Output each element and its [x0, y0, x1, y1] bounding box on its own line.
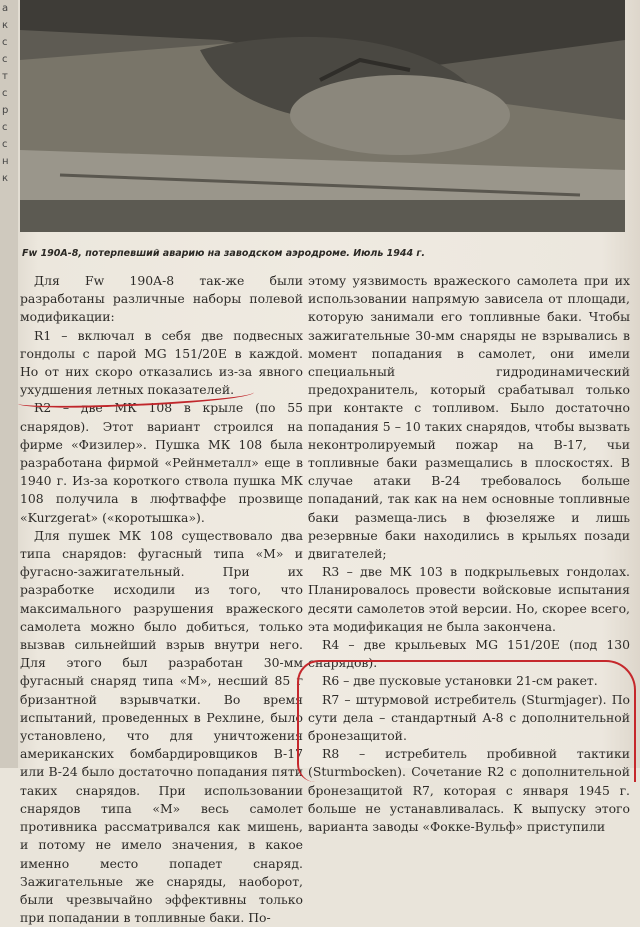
paragraph-r8: R8 – истребитель пробивной тактики (Sturmbocken). Сочетание R2 с дополнительной бронезащитой R7, которая с января 1945 г. больше не устанавливалась. К выпуску этого варианта заводы «Фокке-Вульф» приступили [308, 746, 630, 835]
edge-char: р [2, 105, 9, 116]
paragraph-r6: R6 – две пусковые установки 21-см ракет. [322, 673, 598, 689]
paragraph-continuation: этому уязвимость вражеского самолета при их использовании напрямую зависела от площади, которую занимали его топливные баки. Чтобы зажигательные 30-мм снаряды не взрывались в момент попадания в самолет, они имели специальный гидродинамический предохранитель, который срабатывал только при контакте с топливом. Было достаточно попадания 5 – 10 таких снарядов, чтобы вызвать неконтролируемый пожар на B-17, чьи топливные баки размещались в плоскостях. В случае атаки B-24 требовалось больше попаданий, так как на нем основные топливные баки размеща-лись в фюзеляже и лишь резервные баки находились в крыльях позади двигателей; [308, 273, 630, 562]
edge-char: с [2, 122, 8, 133]
red-circle-mark [297, 660, 636, 782]
aircraft-photo-icon [20, 0, 625, 232]
paragraph-r7: R7 – штурмовой истребитель (Sturmjager). По сути дела – стандартный A-8 с дополнительной бронезащитой. [308, 691, 630, 744]
paragraph-r3: R3 – две МК 103 в подкрыльевых гондолах. Планировалось провести войсковые испытания десяти самолетов этой версии. Но, скорее всего, эта модификация не была закончена. [308, 564, 630, 634]
edge-char: т [2, 71, 8, 82]
edge-char: к [2, 20, 9, 31]
photo-caption: Fw 190A-8, потерпевший аварию на заводском аэродроме. Июль 1944 г. [22, 248, 425, 259]
edge-char: к [2, 173, 9, 184]
paragraph-intro: Для Fw 190A-8 так-же были разработаны различные наборы полевой модификации: [20, 273, 303, 325]
paragraph-shells: Для пушек МК 108 существовало два типа снарядов: фугасный типа «М» и фугасно-зажигательный. При их разработке исходили из того, что максимального разрушения вражеского самолета можно было добиться, только вызвав сильнейший взрыв внутри него. Для этого был разработан 30-мм фугасный снаряд типа «М», несший 85 г бризантной взрывчатки. Во время испытаний, проведенных в Рехлине, было установлено, что для уничтожения американских бомбардировщиков B-17 или B-24 было достаточно попадания пяти таких снарядов. При использовании снарядов типа «М» весь самолет противника рассматривался как мишень, и потому не имело значения, в какое именно место попадет снаряд. Зажигательные же снаряды, наоборот, были чрезвычайно эффективны только при попадании в топливные баки. По- [20, 527, 303, 926]
paragraph-r4: R4 – две крыльевых MG 151/20E (под 130 снарядов). [308, 637, 630, 671]
edge-char: с [2, 139, 8, 150]
aircraft-photo-drawing [20, 0, 625, 232]
edge-char: н [2, 156, 9, 167]
previous-page-edge [0, 0, 18, 768]
edge-char: а [2, 3, 9, 14]
edge-char: с [2, 88, 8, 99]
edge-char: с [2, 37, 8, 48]
paragraph-r1: R1 – включал в себя две подвесных гондолы с парой MG 151/20E в каждой. Но от них скоро отказались из-за явного ухудшения летных показателей. [20, 327, 303, 398]
paragraph-r2: R2 – две МК 108 в крыле (по 55 снарядов). Этот вариант строился на фирме «Физилер». Пушка МК 108 была разработана фирмой «Рейнметалл» еще в 1940 г. Из-за короткого ствола пушка МК 108 получила в люфтваффе прозвище «Kurzgerat» («коротышка»). [20, 400, 303, 525]
left-column [20, 272, 303, 927]
edge-char: с [2, 54, 8, 65]
